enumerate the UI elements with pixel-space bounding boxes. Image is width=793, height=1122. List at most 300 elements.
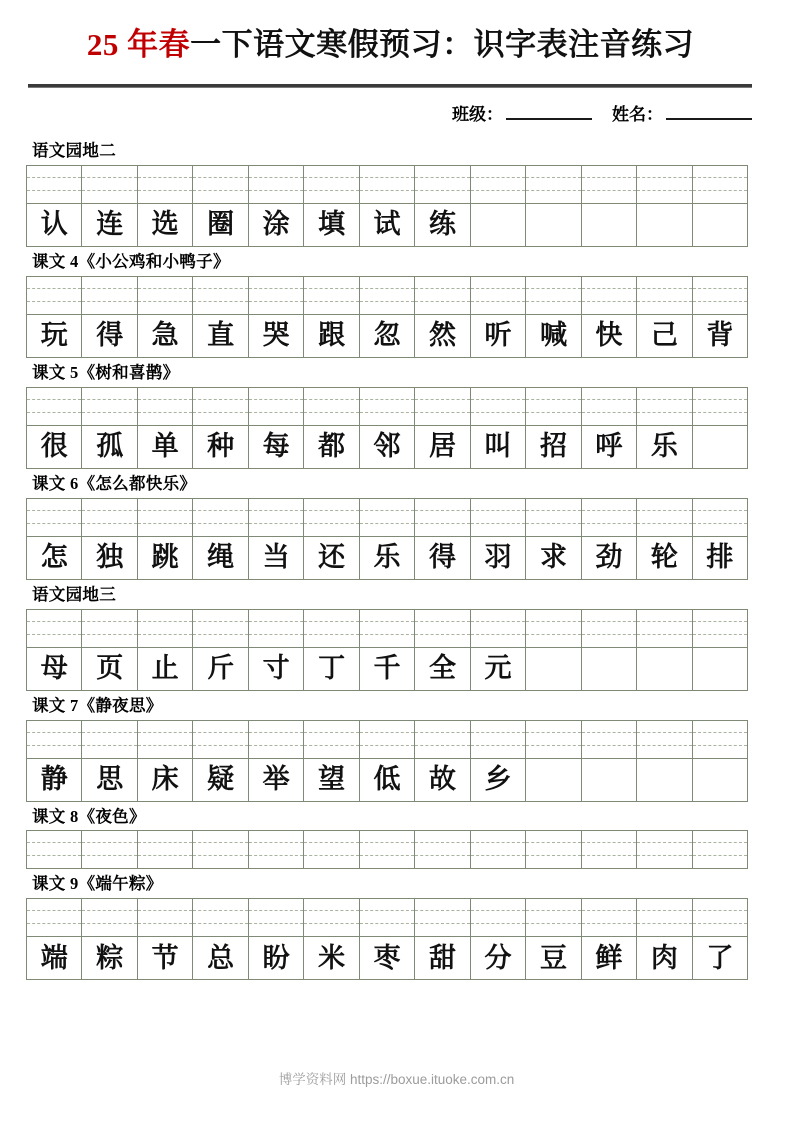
character-cell[interactable] [138,204,193,247]
character-cell[interactable] [637,204,692,247]
pinyin-cell[interactable] [693,277,748,315]
pinyin-cell[interactable] [249,277,304,315]
pinyin-cell[interactable] [582,499,637,537]
pinyin-cell[interactable] [249,388,304,426]
pinyin-cell[interactable] [693,499,748,537]
character-glyph: 居 [429,431,457,462]
character-glyph: 举 [262,764,290,795]
pinyin-cell[interactable] [304,499,359,537]
pinyin-cell[interactable] [193,721,248,759]
character-glyph: 玩 [40,320,68,351]
pinyin-row [27,831,748,869]
pinyin-cell[interactable] [82,277,137,315]
character-cell[interactable] [27,315,82,358]
practice-grid [26,165,748,247]
character-glyph: 米 [318,942,346,973]
character-glyph: 全 [429,653,457,684]
pinyin-cell[interactable] [693,721,748,759]
pinyin-cell[interactable] [415,388,470,426]
character-glyph: 邻 [373,431,401,462]
character-cell[interactable] [249,537,304,580]
character-cell[interactable] [138,759,193,802]
character-glyph: 直 [207,320,235,351]
character-glyph: 端 [40,942,68,973]
pinyin-cell[interactable] [193,277,248,315]
section-label: 课文 5《树和喜鹊》 [32,362,180,382]
character-cell[interactable] [526,204,581,247]
pinyin-cell[interactable] [415,277,470,315]
pinyin-cell[interactable] [193,388,248,426]
class-label: 班级： [452,105,503,124]
title-accent: 25 年春 [86,27,191,62]
pinyin-cell[interactable] [471,499,526,537]
name-input-blank[interactable] [666,103,752,120]
pinyin-cell[interactable] [138,899,193,937]
pinyin-cell[interactable] [138,831,193,869]
pinyin-cell[interactable] [249,721,304,759]
name-label: 姓名： [612,105,663,124]
character-cell[interactable] [415,648,470,691]
pinyin-cell[interactable] [82,499,137,537]
character-cell[interactable] [526,315,581,358]
character-cell[interactable] [138,648,193,691]
pinyin-cell[interactable] [471,899,526,937]
pinyin-cell[interactable] [138,388,193,426]
character-glyph: 连 [96,209,124,240]
character-cell[interactable] [415,204,470,247]
character-cell[interactable] [249,937,304,980]
pinyin-cell[interactable] [526,721,581,759]
pinyin-row [27,166,748,204]
pinyin-cell[interactable] [471,166,526,204]
character-cell[interactable] [582,648,637,691]
worksheet-section [26,471,748,580]
character-cell[interactable] [471,426,526,469]
pinyin-cell[interactable] [27,499,82,537]
practice-grid [26,898,748,980]
pinyin-cell[interactable] [582,721,637,759]
pinyin-cell[interactable] [471,610,526,648]
pinyin-cell[interactable] [138,721,193,759]
pinyin-cell[interactable] [471,388,526,426]
character-cell[interactable] [693,204,748,247]
worksheet-section [26,582,748,691]
character-row [27,537,748,580]
pinyin-cell[interactable] [82,831,137,869]
character-glyph: 盼 [262,942,290,973]
pinyin-cell[interactable] [526,610,581,648]
character-glyph: 甜 [429,942,457,973]
practice-grid [26,498,748,580]
character-glyph: 背 [706,320,734,351]
character-cell[interactable] [693,315,748,358]
character-cell[interactable] [526,426,581,469]
pinyin-cell[interactable] [360,388,415,426]
pinyin-cell[interactable] [82,388,137,426]
character-cell[interactable] [138,426,193,469]
pinyin-row [27,388,748,426]
character-cell[interactable] [471,315,526,358]
pinyin-cell[interactable] [138,499,193,537]
character-cell[interactable] [471,937,526,980]
pinyin-cell[interactable] [360,831,415,869]
character-cell[interactable] [693,426,748,469]
pinyin-cell[interactable] [693,388,748,426]
character-glyph: 都 [318,431,346,462]
pinyin-cell[interactable] [304,166,359,204]
character-glyph: 种 [207,431,235,462]
pinyin-cell[interactable] [249,610,304,648]
character-glyph: 低 [373,764,401,795]
character-cell[interactable] [193,426,248,469]
worksheet-section [26,693,748,802]
character-glyph: 然 [429,320,457,351]
character-cell[interactable] [304,759,359,802]
pinyin-cell[interactable] [304,610,359,648]
character-cell[interactable] [415,315,470,358]
pinyin-cell[interactable] [637,899,692,937]
pinyin-cell[interactable] [27,721,82,759]
section-label: 课文 6《怎么都快乐》 [32,473,197,493]
practice-grid [26,609,748,691]
character-cell[interactable] [471,537,526,580]
pinyin-cell[interactable] [193,899,248,937]
pinyin-cell[interactable] [360,721,415,759]
character-glyph: 听 [484,320,512,351]
character-glyph: 故 [429,764,457,795]
character-row [27,937,748,980]
character-cell[interactable] [471,759,526,802]
practice-grid [26,830,748,869]
character-cell[interactable] [360,759,415,802]
character-cell[interactable] [582,204,637,247]
character-glyph: 呼 [595,431,623,462]
character-cell[interactable] [360,937,415,980]
character-cell[interactable] [138,315,193,358]
pinyin-cell[interactable] [637,721,692,759]
character-cell[interactable] [637,648,692,691]
character-cell[interactable] [193,537,248,580]
character-cell[interactable] [471,648,526,691]
pinyin-cell[interactable] [249,166,304,204]
section-label: 课文 4《小公鸡和小鸭子》 [32,251,230,271]
class-input-blank[interactable] [506,103,592,120]
pinyin-cell[interactable] [193,610,248,648]
character-glyph: 了 [706,942,734,973]
section-label: 语文园地三 [32,584,116,604]
pinyin-cell[interactable] [360,899,415,937]
pinyin-cell[interactable] [415,610,470,648]
character-glyph: 轮 [650,542,678,573]
pinyin-cell[interactable] [27,277,82,315]
pinyin-cell[interactable] [693,166,748,204]
character-cell[interactable] [582,315,637,358]
character-cell[interactable] [82,426,137,469]
character-cell[interactable] [27,426,82,469]
character-cell[interactable] [193,759,248,802]
pinyin-cell[interactable] [637,277,692,315]
worksheet-section [26,871,748,980]
character-glyph: 忽 [373,320,401,351]
character-cell[interactable] [526,937,581,980]
character-cell[interactable] [304,937,359,980]
character-cell[interactable] [582,937,637,980]
pinyin-cell[interactable] [637,388,692,426]
character-glyph: 丁 [318,653,346,684]
character-cell[interactable] [582,426,637,469]
pinyin-cell[interactable] [138,166,193,204]
section-label: 课文 7《静夜思》 [32,695,163,715]
character-glyph: 鲜 [595,942,623,973]
student-info-line [28,100,752,125]
pinyin-cell[interactable] [415,166,470,204]
character-cell[interactable] [304,204,359,247]
worksheet-section [26,249,748,358]
character-row [27,648,748,691]
pinyin-cell[interactable] [582,899,637,937]
pinyin-cell[interactable] [582,388,637,426]
pinyin-cell[interactable] [82,899,137,937]
pinyin-cell[interactable] [415,721,470,759]
character-glyph: 床 [151,764,179,795]
section-label: 课文 8《夜色》 [32,806,146,826]
pinyin-cell[interactable] [526,899,581,937]
character-cell[interactable] [193,315,248,358]
pinyin-cell[interactable] [471,721,526,759]
practice-grid [26,276,748,358]
character-glyph: 跳 [151,542,179,573]
character-cell[interactable] [249,426,304,469]
character-glyph: 叫 [484,431,512,462]
pinyin-cell[interactable] [138,610,193,648]
character-glyph: 涂 [262,209,290,240]
character-glyph: 哭 [262,320,290,351]
pinyin-cell[interactable] [304,277,359,315]
character-glyph: 分 [484,942,512,973]
pinyin-cell[interactable] [304,899,359,937]
character-cell[interactable] [360,315,415,358]
pinyin-cell[interactable] [360,499,415,537]
character-glyph: 己 [650,320,678,351]
character-glyph: 斤 [207,653,235,684]
character-glyph: 填 [318,209,346,240]
character-glyph: 乐 [373,542,401,573]
title-divider [28,84,752,88]
pinyin-cell[interactable] [582,166,637,204]
character-glyph: 乐 [650,431,678,462]
character-cell[interactable] [304,648,359,691]
pinyin-cell[interactable] [415,831,470,869]
pinyin-cell[interactable] [360,610,415,648]
character-glyph: 枣 [373,942,401,973]
pinyin-cell[interactable] [27,831,82,869]
character-glyph: 静 [40,764,68,795]
character-cell[interactable] [27,648,82,691]
pinyin-cell[interactable] [526,499,581,537]
character-cell[interactable] [360,648,415,691]
pinyin-cell[interactable] [304,721,359,759]
character-cell[interactable] [415,426,470,469]
character-cell[interactable] [360,537,415,580]
character-cell[interactable] [193,648,248,691]
character-cell[interactable] [415,759,470,802]
character-glyph: 千 [373,653,401,684]
character-cell[interactable] [82,937,137,980]
pinyin-cell[interactable] [471,277,526,315]
character-cell[interactable] [27,537,82,580]
character-cell[interactable] [27,937,82,980]
character-cell[interactable] [693,648,748,691]
character-glyph: 粽 [96,942,124,973]
pinyin-cell[interactable] [526,166,581,204]
character-glyph: 当 [262,542,290,573]
sections-container [26,138,748,982]
character-cell[interactable] [82,759,137,802]
character-cell[interactable] [637,426,692,469]
character-cell[interactable] [360,426,415,469]
character-cell[interactable] [193,204,248,247]
character-cell[interactable] [82,204,137,247]
pinyin-cell[interactable] [27,388,82,426]
character-cell[interactable] [138,937,193,980]
pinyin-cell[interactable] [249,899,304,937]
character-glyph: 寸 [262,653,290,684]
pinyin-cell[interactable] [249,499,304,537]
character-cell[interactable] [637,315,692,358]
pinyin-cell[interactable] [27,899,82,937]
character-row [27,426,748,469]
pinyin-cell[interactable] [82,166,137,204]
character-cell[interactable] [138,537,193,580]
character-cell[interactable] [82,648,137,691]
section-label: 语文园地二 [32,141,116,160]
character-cell[interactable] [27,204,82,247]
character-glyph: 总 [207,942,235,973]
pinyin-cell[interactable] [82,610,137,648]
character-cell[interactable] [693,937,748,980]
pinyin-row [27,610,748,648]
character-glyph: 豆 [539,942,567,973]
character-cell[interactable] [249,648,304,691]
title-rest: 一下语文寒假预习：识字表注音练习 [190,27,695,62]
pinyin-cell[interactable] [637,610,692,648]
pinyin-cell[interactable] [27,610,82,648]
character-cell[interactable] [249,315,304,358]
character-cell[interactable] [526,759,581,802]
character-glyph: 跟 [318,320,346,351]
character-cell[interactable] [582,759,637,802]
pinyin-cell[interactable] [360,166,415,204]
character-glyph: 节 [151,942,179,973]
character-glyph: 劲 [595,542,623,573]
pinyin-cell[interactable] [360,277,415,315]
pinyin-cell[interactable] [637,831,692,869]
character-glyph: 独 [96,542,124,573]
pinyin-cell[interactable] [526,388,581,426]
section-label: 课文 9《端午粽》 [32,874,163,894]
character-cell[interactable] [82,537,137,580]
pinyin-row [27,499,748,537]
character-cell[interactable] [27,759,82,802]
pinyin-cell[interactable] [193,499,248,537]
character-glyph: 很 [40,431,68,462]
character-cell[interactable] [304,537,359,580]
character-cell[interactable] [304,426,359,469]
character-glyph: 单 [151,431,179,462]
character-cell[interactable] [193,937,248,980]
character-cell[interactable] [82,315,137,358]
character-glyph: 圈 [207,209,235,240]
character-cell[interactable] [304,315,359,358]
pinyin-row [27,899,748,937]
pinyin-cell[interactable] [582,610,637,648]
pinyin-cell[interactable] [637,499,692,537]
pinyin-cell[interactable] [637,166,692,204]
worksheet-section [26,804,748,870]
pinyin-cell[interactable] [304,388,359,426]
character-cell[interactable] [582,537,637,580]
character-glyph: 喊 [539,320,567,351]
character-cell[interactable] [415,537,470,580]
character-glyph: 快 [595,320,623,351]
pinyin-cell[interactable] [415,499,470,537]
character-cell[interactable] [637,537,692,580]
character-row [27,759,748,802]
pinyin-cell[interactable] [526,277,581,315]
character-glyph: 止 [151,653,179,684]
character-glyph: 练 [429,209,457,240]
character-cell[interactable] [693,537,748,580]
character-glyph: 绳 [207,542,235,573]
pinyin-cell[interactable] [471,831,526,869]
character-cell[interactable] [637,937,692,980]
character-row [27,204,748,247]
character-glyph: 孤 [96,431,124,462]
pinyin-cell[interactable] [193,166,248,204]
character-glyph: 急 [151,320,179,351]
pinyin-cell[interactable] [582,831,637,869]
pinyin-cell[interactable] [27,166,82,204]
pinyin-cell[interactable] [582,277,637,315]
pinyin-cell[interactable] [249,831,304,869]
pinyin-cell[interactable] [304,831,359,869]
character-glyph: 页 [96,653,124,684]
character-cell[interactable] [637,759,692,802]
character-cell[interactable] [360,204,415,247]
character-cell[interactable] [471,204,526,247]
page-title [28,26,753,65]
character-cell[interactable] [415,937,470,980]
pinyin-cell[interactable] [193,831,248,869]
character-cell[interactable] [693,759,748,802]
pinyin-cell[interactable] [526,831,581,869]
pinyin-cell[interactable] [415,899,470,937]
character-cell[interactable] [526,537,581,580]
character-glyph: 肉 [650,942,678,973]
character-cell[interactable] [249,204,304,247]
pinyin-cell[interactable] [138,277,193,315]
character-cell[interactable] [249,759,304,802]
character-glyph: 每 [262,431,290,462]
character-glyph: 思 [96,764,124,795]
pinyin-cell[interactable] [693,899,748,937]
pinyin-cell[interactable] [693,610,748,648]
pinyin-cell[interactable] [693,831,748,869]
pinyin-cell[interactable] [82,721,137,759]
character-cell[interactable] [526,648,581,691]
character-glyph: 得 [96,320,124,351]
practice-grid [26,387,748,469]
